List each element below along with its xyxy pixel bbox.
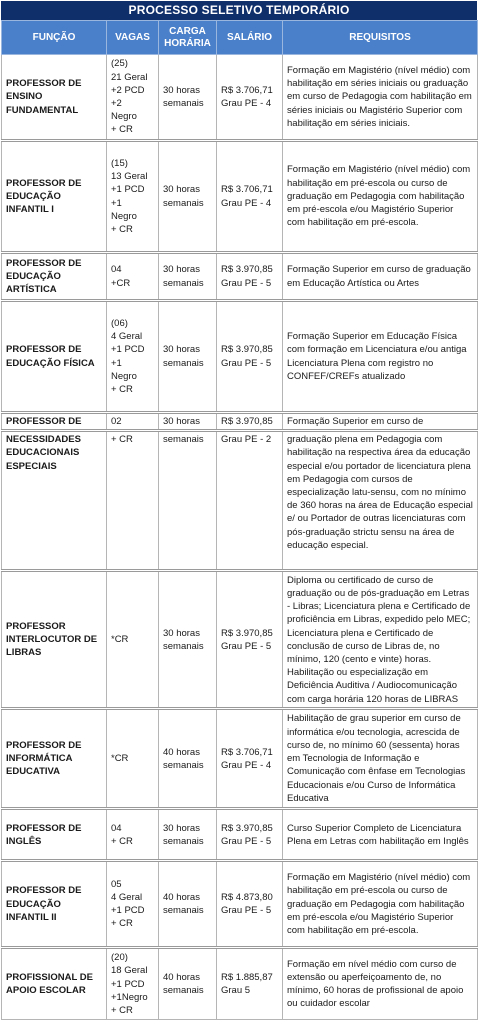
- cell-funcao: PROFESSOR DE EDUCAÇÃO FÍSICA: [2, 301, 107, 413]
- cell-carga: 30 horas semanais: [159, 809, 217, 861]
- cell-requisitos: Formação Superior em curso de: [283, 413, 478, 431]
- cell-carga: 30 horas semanais: [159, 253, 217, 301]
- cell-funcao: PROFESSOR DE ENSINO FUNDAMENTAL: [2, 55, 107, 141]
- cell-requisitos: Habilitação de grau superior em curso de informática e/ou tecnologia, acrescida de curso de, no mínimo 60 (sessenta) horas em Tecnologia de Informação e Comunicação com ênfase em Tecnologias Educacionais e/ou Curso de Informática Educativa: [283, 709, 478, 809]
- header-salario: SALÁRIO: [217, 21, 283, 55]
- cell-vagas: (06) 4 Geral +1 PCD +1 Negro + CR: [107, 301, 159, 413]
- cell-vagas: (15) 13 Geral +1 PCD +1 Negro + CR: [107, 141, 159, 253]
- table-row: [2, 571, 478, 709]
- cell-vagas: 02: [107, 413, 159, 431]
- cell-funcao: PROFISSIONAL DE APOIO ESCOLAR: [2, 948, 107, 1020]
- cell-vagas: (20) 18 Geral +1 PCD +1Negro + CR: [107, 948, 159, 1020]
- cell-carga: 30 horas: [159, 413, 217, 431]
- cell-carga: semanais: [159, 431, 217, 571]
- cell-funcao: PROFESSOR DE INGLÊS: [2, 809, 107, 861]
- cell-requisitos: Formação em Magistério (nível médio) com habilitação em séries iniciais ou graduação em curso de Pedagogia com habilitação em séries iniciais ou Magistério Superior com habilitação em séries iniciais.: [283, 55, 478, 141]
- cell-vagas: (25) 21 Geral +2 PCD +2 Negro + CR: [107, 55, 159, 141]
- header-carga-horaria: CARGA HORÁRIA: [159, 21, 217, 55]
- positions-table: [1, 20, 478, 1020]
- cell-carga: 30 horas semanais: [159, 55, 217, 141]
- cell-salario: R$ 3.706,71 Grau PE - 4: [217, 709, 283, 809]
- cell-requisitos: Formação em Magistério (nível médio) com habilitação em pré-escola ou curso de graduação em Pedagogia com habilitação em pré-escola e/ou Magistério Superior com habilitação em pré-escola.: [283, 861, 478, 948]
- cell-funcao: PROFESSOR DE: [2, 413, 107, 431]
- table-row: [2, 301, 478, 413]
- cell-vagas: 04 + CR: [107, 809, 159, 861]
- cell-vagas: + CR: [107, 431, 159, 571]
- cell-carga: 40 horas semanais: [159, 861, 217, 948]
- cell-salario: R$ 3.970,85: [217, 413, 283, 431]
- cell-salario: R$ 1.885,87 Grau 5: [217, 948, 283, 1020]
- table-row-split-bottom: [2, 431, 478, 571]
- cell-vagas: 04 +CR: [107, 253, 159, 301]
- cell-funcao: PROFESSOR DE INFORMÁTICA EDUCATIVA: [2, 709, 107, 809]
- cell-requisitos: Curso Superior Completo de Licenciatura Plena em Letras com habilitação em Inglês: [283, 809, 478, 861]
- cell-funcao: PROFESSOR DE EDUCAÇÃO INFANTIL II: [2, 861, 107, 948]
- cell-funcao: PROFESSOR INTERLOCUTOR DE LIBRAS: [2, 571, 107, 709]
- cell-vagas: 05 4 Geral +1 PCD + CR: [107, 861, 159, 948]
- cell-requisitos: Formação em Magistério (nível médio) com habilitação em pré-escola ou curso de graduação em Pedagogia com habilitação em pré-escola e/ou Magistério Superior com habilitação em pré-escola.: [283, 141, 478, 253]
- table-row: [2, 809, 478, 861]
- cell-carga: 40 horas semanais: [159, 948, 217, 1020]
- cell-funcao: NECESSIDADES EDUCACIONAIS ESPECIAIS: [2, 431, 107, 571]
- cell-carga: 30 horas semanais: [159, 141, 217, 253]
- cell-carga: 40 horas semanais: [159, 709, 217, 809]
- table-row-split-top: [2, 413, 478, 431]
- table-row: [2, 948, 478, 1020]
- cell-requisitos: Formação Superior em Educação Física com formação em Licenciatura e/ou antiga Licenciatura Plena com registro no CONFEF/CREFs atualizado: [283, 301, 478, 413]
- header-requisitos: REQUISITOS: [283, 21, 478, 55]
- cell-vagas: *CR: [107, 571, 159, 709]
- cell-vagas: *CR: [107, 709, 159, 809]
- cell-carga: 30 horas semanais: [159, 571, 217, 709]
- cell-salario: R$ 4.873,80 Grau PE - 5: [217, 861, 283, 948]
- cell-salario: R$ 3.970,85 Grau PE - 5: [217, 301, 283, 413]
- table-row: [2, 709, 478, 809]
- cell-salario: R$ 3.706,71 Grau PE - 4: [217, 55, 283, 141]
- cell-salario: R$ 3.970,85 Grau PE - 5: [217, 809, 283, 861]
- cell-salario: R$ 3.970,85 Grau PE - 5: [217, 571, 283, 709]
- cell-salario: R$ 3.970,85 Grau PE - 5: [217, 253, 283, 301]
- table-title: PROCESSO SELETIVO TEMPORÁRIO: [1, 1, 477, 20]
- cell-requisitos: graduação plena em Pedagogia com habilitação na respectiva área da educação especial e/ou portador de licenciatura plena em Pedagogia com cursos de especialização latu-sensu, com no mínimo de 360 horas na área de Educação especial e/ ou Portador de outras licenciaturas com pós-graduação strictu sensu na área de educação especial.: [283, 431, 478, 571]
- cell-funcao: PROFESSOR DE EDUCAÇÃO ARTÍSTICA: [2, 253, 107, 301]
- header-funcao: FUNÇÃO: [2, 21, 107, 55]
- header-vagas: VAGAS: [107, 21, 159, 55]
- table-row: [2, 141, 478, 253]
- cell-requisitos: Formação Superior em curso de graduação em Educação Artística ou Artes: [283, 253, 478, 301]
- cell-salario: R$ 3.706,71 Grau PE - 4: [217, 141, 283, 253]
- cell-funcao: PROFESSOR DE EDUCAÇÃO INFANTIL I: [2, 141, 107, 253]
- cell-salario: Grau PE - 2: [217, 431, 283, 571]
- table-header-row: [2, 21, 478, 55]
- cell-requisitos: Diploma ou certificado de curso de graduação ou de pós-graduação em Letras - Libras; Licenciatura plena e Certificado de proficiência em Libras, expedido pelo MEC; Licenciatura plena e Certificado de conclusão de curso de Libras de, no mínimo, 120 (cento e vinte) horas. Habilitação ou especialização em Deficiência Auditiva / Audiocomunicação com carga horária 120 horas de LIBRAS: [283, 571, 478, 709]
- cell-requisitos: Formação em nível médio com curso de extensão ou aperfeiçoamento de, no mínimo, 60 horas de profissional de apoio ou cuidador escolar: [283, 948, 478, 1020]
- cell-carga: 30 horas semanais: [159, 301, 217, 413]
- table-row: [2, 55, 478, 141]
- table-row: [2, 253, 478, 301]
- table-row: [2, 861, 478, 948]
